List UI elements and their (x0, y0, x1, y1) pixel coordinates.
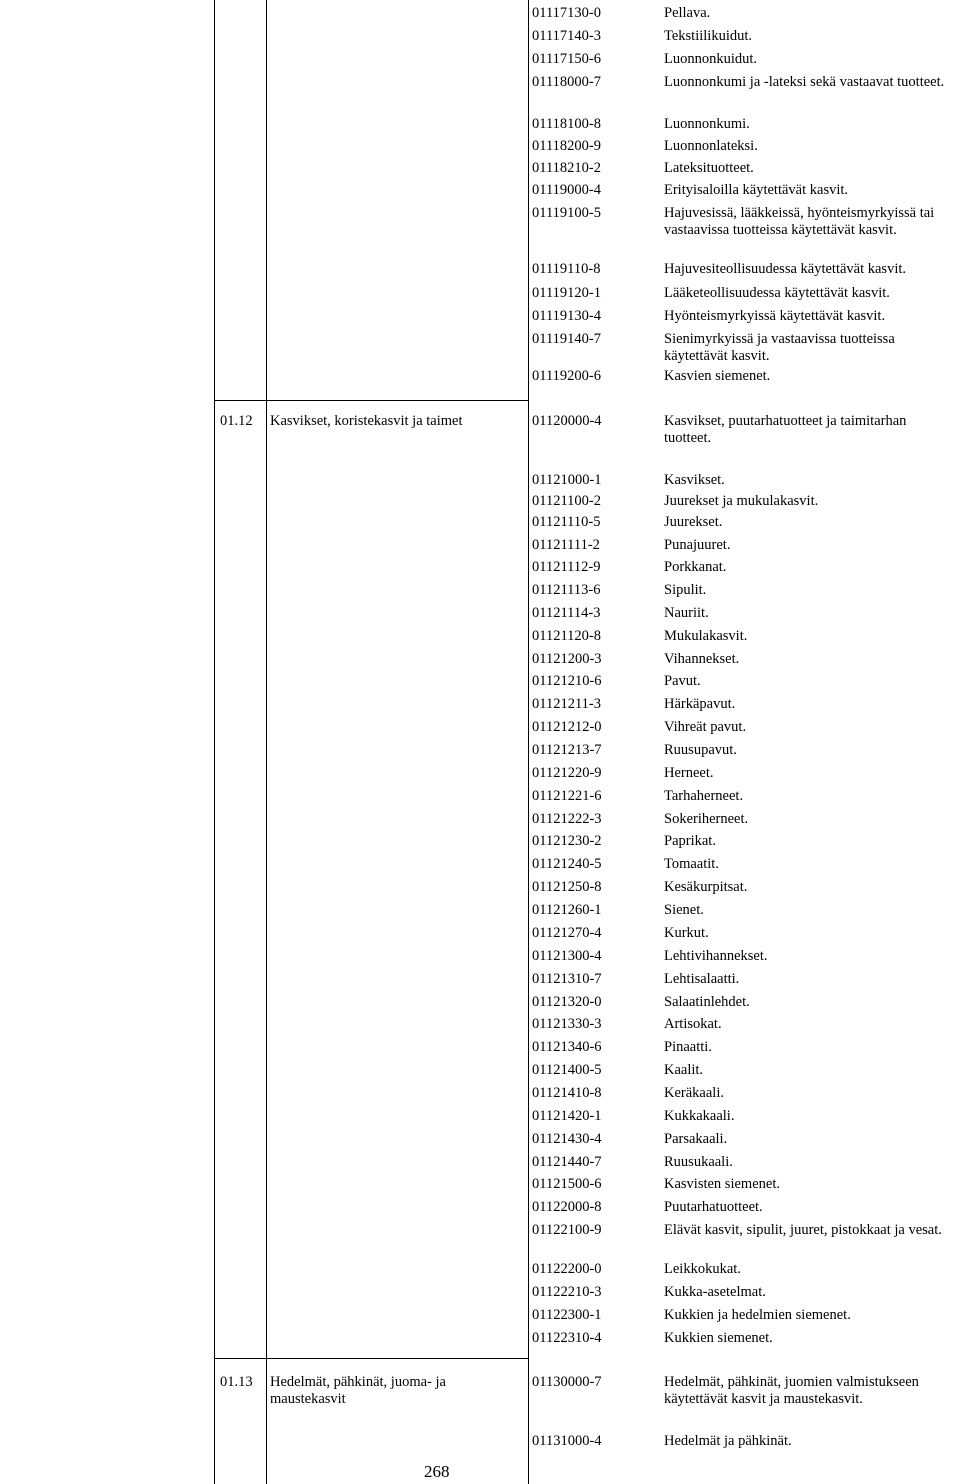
row-description: Parsakaali. (664, 1131, 728, 1147)
row-description: Elävät kasvit, sipulit, juuret, pistokkaat ja vesat. (664, 1222, 942, 1238)
group-code: 01.12 (220, 413, 253, 429)
row-code: 01121000-1 (532, 472, 602, 488)
row-code: 01122200-0 (532, 1261, 602, 1277)
row-code: 01121113-6 (532, 582, 601, 598)
row-description: Hajuvesissä, lääkkeissä, hyönteismyrkyissä tai vastaavissa tuotteissa käytettävät kasvit. (664, 205, 935, 238)
row-code: 01121420-1 (532, 1108, 602, 1124)
row-code: 01117140-3 (532, 28, 602, 44)
row-description: Kasvien siemenet. (664, 368, 771, 384)
row-code: 01119120-1 (532, 285, 602, 301)
row-code: 01117130-0 (532, 5, 602, 21)
row-description: Kaalit. (664, 1062, 704, 1078)
row-code: 01121111-2 (532, 537, 600, 553)
row-description: Puutarhatuotteet. (664, 1199, 763, 1215)
page-number: 268 (424, 1462, 450, 1481)
row-description: Ruusupavut. (664, 742, 737, 758)
row-code: 01122100-9 (532, 1222, 602, 1238)
row-description: Hedelmät ja pähkinät. (664, 1433, 792, 1449)
row-description: Tarhaherneet. (664, 788, 744, 804)
row-description: Hyönteismyrkyissä käytettävät kasvit. (664, 308, 886, 324)
row-code: 01121500-6 (532, 1176, 602, 1192)
row-code: 01121430-4 (532, 1131, 602, 1147)
row-description: Juurekset ja mukulakasvit. (664, 493, 819, 509)
row-description: Artisokat. (664, 1016, 722, 1032)
row-description: Tekstiilikuidut. (664, 28, 752, 44)
row-code: 01121300-4 (532, 948, 602, 964)
row-description: Kesäkurpitsat. (664, 879, 748, 895)
row-code: 01119140-7 (532, 331, 602, 347)
row-code: 01121240-5 (532, 856, 602, 872)
row-description: Hajuvesiteollisuudessa käytettävät kasvit. (664, 261, 907, 277)
row-description: Kukkien siemenet. (664, 1330, 773, 1346)
row-code: 01121200-3 (532, 651, 602, 667)
row-description: Herneet. (664, 765, 714, 781)
row-description: Sipulit. (664, 582, 707, 598)
row-code: 01119200-6 (532, 368, 602, 384)
row-description: Vihannekset. (664, 651, 740, 667)
row-description: Lääketeollisuudessa käytettävät kasvit. (664, 285, 890, 301)
row-code: 01119000-4 (532, 182, 602, 198)
section-divider (214, 1358, 528, 1359)
row-code: 01121250-8 (532, 879, 602, 895)
row-code: 01121400-5 (532, 1062, 602, 1078)
row-description: Härkäpavut. (664, 696, 736, 712)
row-description: Sienet. (664, 902, 704, 918)
row-description: Lehtisalaatti. (664, 971, 740, 987)
row-description: Hedelmät, pähkinät, juomien valmistukseen käytettävät kasvit ja maustekasvit. (664, 1374, 919, 1407)
row-code: 01121320-0 (532, 994, 602, 1010)
row-code: 01121310-7 (532, 971, 602, 987)
row-code: 01118100-8 (532, 116, 602, 132)
row-description: Sokeriherneet. (664, 811, 749, 827)
row-code: 01121213-7 (532, 742, 602, 758)
row-description: Pavut. (664, 673, 701, 689)
row-description: Lateksituotteet. (664, 160, 754, 176)
row-description: Kukka-asetelmat. (664, 1284, 766, 1300)
row-description: Kukkien ja hedelmien siemenet. (664, 1307, 851, 1323)
row-description: Leikkokukat. (664, 1261, 741, 1277)
row-code: 01121220-9 (532, 765, 602, 781)
row-description: Porkkanat. (664, 559, 727, 575)
row-description: Luonnonkumi. (664, 116, 750, 132)
row-code: 01119110-8 (532, 261, 601, 277)
row-code: 01118000-7 (532, 74, 602, 90)
row-code: 01122000-8 (532, 1199, 602, 1215)
row-description: Keräkaali. (664, 1085, 724, 1101)
row-description: Punajuuret. (664, 537, 731, 553)
row-code: 01130000-7 (532, 1374, 602, 1390)
row-code: 01121270-4 (532, 925, 602, 941)
group-code: 01.13 (220, 1374, 253, 1390)
row-code: 01121110-5 (532, 514, 601, 530)
row-code: 01121100-2 (532, 493, 602, 509)
row-description: Vihreät pavut. (664, 719, 747, 735)
row-description: Kurkut. (664, 925, 709, 941)
row-code: 01119100-5 (532, 205, 602, 221)
row-description: Tomaatit. (664, 856, 719, 872)
table-border-groupcode (266, 0, 267, 1484)
row-description: Luonnonlateksi. (664, 138, 758, 154)
row-description: Kukkakaali. (664, 1108, 735, 1124)
row-code: 01121120-8 (532, 628, 602, 644)
row-description: Pellava. (664, 5, 711, 21)
row-code: 01121212-0 (532, 719, 602, 735)
row-description: Salaatinlehdet. (664, 994, 750, 1010)
row-code: 01122210-3 (532, 1284, 602, 1300)
row-code: 01121221-6 (532, 788, 602, 804)
row-code: 01121211-3 (532, 696, 602, 712)
row-code: 01118200-9 (532, 138, 602, 154)
row-description: Sienimyrkyissä ja vastaavissa tuotteissa käytettävät kasvit. (664, 331, 895, 364)
row-description: Nauriit. (664, 605, 709, 621)
group-name: Kasvikset, koristekasvit ja taimet (270, 413, 463, 429)
row-description: Kasvikset, puutarhatuotteet ja taimitarhan tuotteet. (664, 413, 907, 446)
row-code: 01121340-6 (532, 1039, 602, 1055)
row-description: Juurekset. (664, 514, 723, 530)
row-code: 01119130-4 (532, 308, 602, 324)
row-code: 01121210-6 (532, 673, 602, 689)
section-divider (214, 400, 528, 401)
row-description: Kasvikset. (664, 472, 725, 488)
row-description: Ruusukaali. (664, 1154, 733, 1170)
row-code: 01117150-6 (532, 51, 602, 67)
row-description: Lehtivihannekset. (664, 948, 768, 964)
row-description: Paprikat. (664, 833, 716, 849)
row-code: 01121222-3 (532, 811, 602, 827)
row-code: 01121330-3 (532, 1016, 602, 1032)
row-code: 01121114-3 (532, 605, 601, 621)
row-code: 01120000-4 (532, 413, 602, 429)
group-name: Hedelmät, pähkinät, juoma- ja maustekasvit (270, 1374, 446, 1407)
row-code: 01121260-1 (532, 902, 602, 918)
row-code: 01131000-4 (532, 1433, 602, 1449)
row-description: Erityisaloilla käytettävät kasvit. (664, 182, 849, 198)
table-border-left (214, 0, 215, 1484)
row-description: Luonnonkuidut. (664, 51, 758, 67)
row-code: 01121410-8 (532, 1085, 602, 1101)
row-code: 01121440-7 (532, 1154, 602, 1170)
row-description: Mukulakasvit. (664, 628, 748, 644)
row-description: Pinaatti. (664, 1039, 712, 1055)
row-code: 01118210-2 (532, 160, 602, 176)
row-code: 01121230-2 (532, 833, 602, 849)
table-border-groupname (528, 0, 529, 1484)
row-code: 01121112-9 (532, 559, 601, 575)
row-description: Luonnonkumi ja -lateksi sekä vastaavat tuotteet. (664, 74, 945, 90)
row-code: 01122300-1 (532, 1307, 602, 1323)
row-code: 01122310-4 (532, 1330, 602, 1346)
row-description: Kasvisten siemenet. (664, 1176, 780, 1192)
